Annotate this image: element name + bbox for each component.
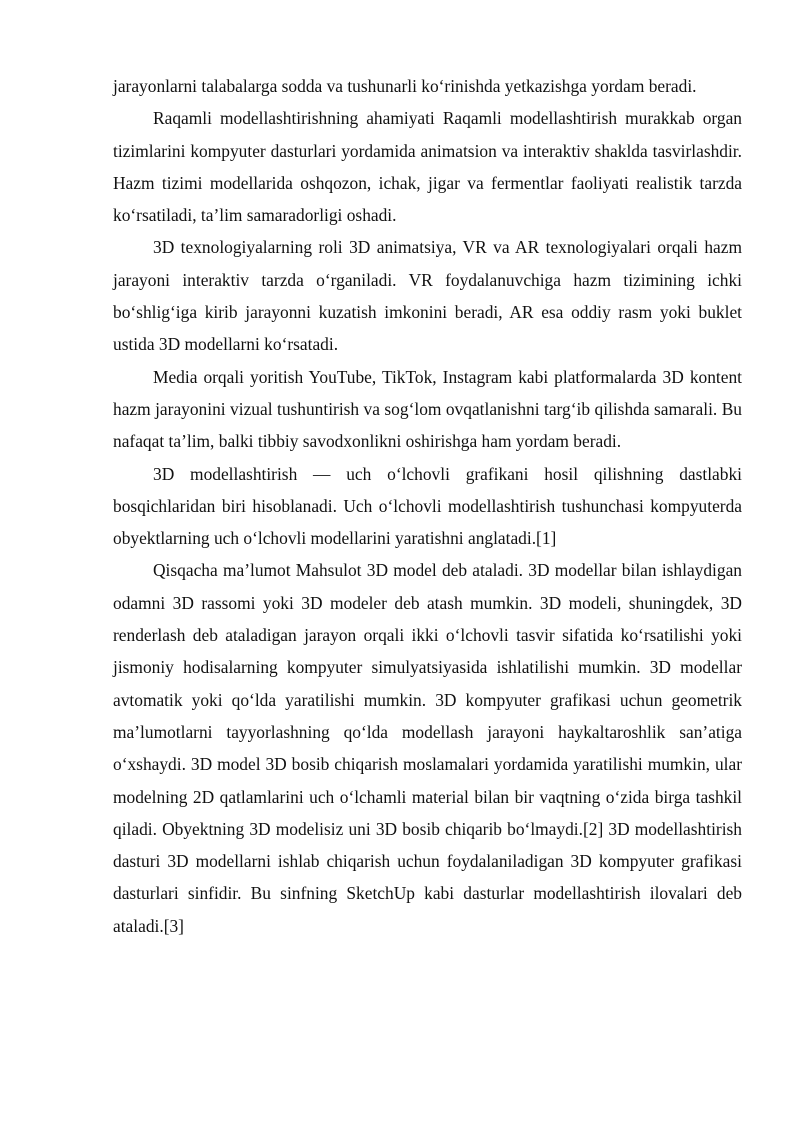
- paragraph-continuation: jarayonlarni talabalarga sodda va tushunarli ko‘rinishda yetkazishga yordam beradi.: [113, 76, 697, 96]
- paragraph-3d-technologies: 3D texnologiyalarning roli 3D animatsiya, VR va AR texnologiyalari orqali hazm jarayoni interaktiv tarzda o‘rganiladi. VR foydalanuvchiga hazm tizimining ichki bo‘shlig‘iga kirib jarayonni kuzatish imkonini beradi, AR esa oddiy rasm yoki buklet ustida 3D modellarni ko‘rsatadi.: [113, 237, 742, 355]
- paragraph-summary-info: Qisqacha ma’lumot Mahsulot 3D model deb ataladi. 3D modellar bilan ishlaydigan odamni 3D rassomi yoki 3D modeler deb atash mumkin. 3D modeli, shuningdek, 3D renderlash deb ataladigan jarayon orqali ikki o‘lchovli tasvir sifatida ko‘rsatilishi yoki jismoniy hodisalarning kompyuter simulyatsiyasida ishlatilishi mumkin. 3D modellar avtomatik yoki qo‘lda yaratilishi mumkin. 3D kompyuter grafikasi uchun geometrik ma’lumotlarni tayyorlashning qo‘lda modellash jarayoni haykaltaroshlik san’atiga o‘xshaydi. 3D model 3D bosib chiqarish moslamalari yordamida yaratilishi mumkin, ular modelning 2D qatlamlarini uch o‘lchamli material bilan bir vaqtning o‘zida birga tashkil qiladi. Obyektning 3D modelisiz uni 3D bosib chiqarib bo‘lmaydi.[2] 3D modellashtirish dasturi 3D modellarni ishlab chiqarish uchun foydalaniladigan 3D kompyuter grafikasi dasturlari sinfidir. Bu sinfning SketchUp kabi dasturlar modellashtirish ilovalari deb ataladi.[3]: [113, 560, 742, 936]
- document-page: [113, 70, 742, 942]
- paragraph-3d-modeling-definition: 3D modellashtirish — uch o‘lchovli grafikani hosil qilishning dastlabki bosqichlaridan biri hisoblanadi. Uch o‘lchovli modellashtirish tushunchasi kompyuterda obyektlarning uch o‘lchovli modellarini yaratishni anglatadi.[1]: [113, 463, 742, 549]
- paragraph-digital-modeling: Raqamli modellashtirishning ahamiyati Raqamli modellashtirish murakkab organ tizimlarini kompyuter dasturlari yordamida animatsion va interaktiv shaklda tasvirlashdir. Hazm tizimi modellarida oshqozon, ichak, jigar va fermentlar faoliyati realistik tarzda ko‘rsatiladi, ta’lim samaradorligi oshadi.: [113, 108, 742, 226]
- paragraph-media-coverage: Media orqali yoritish YouTube, TikTok, Instagram kabi platformalarda 3D kontent hazm jarayonini vizual tushuntirish va sog‘lom ovqatlanishni targ‘ib qilishda samarali. Bu nafaqat ta’lim, balki tibbiy savodxonlikni oshirishga ham yordam beradi.: [113, 366, 742, 452]
